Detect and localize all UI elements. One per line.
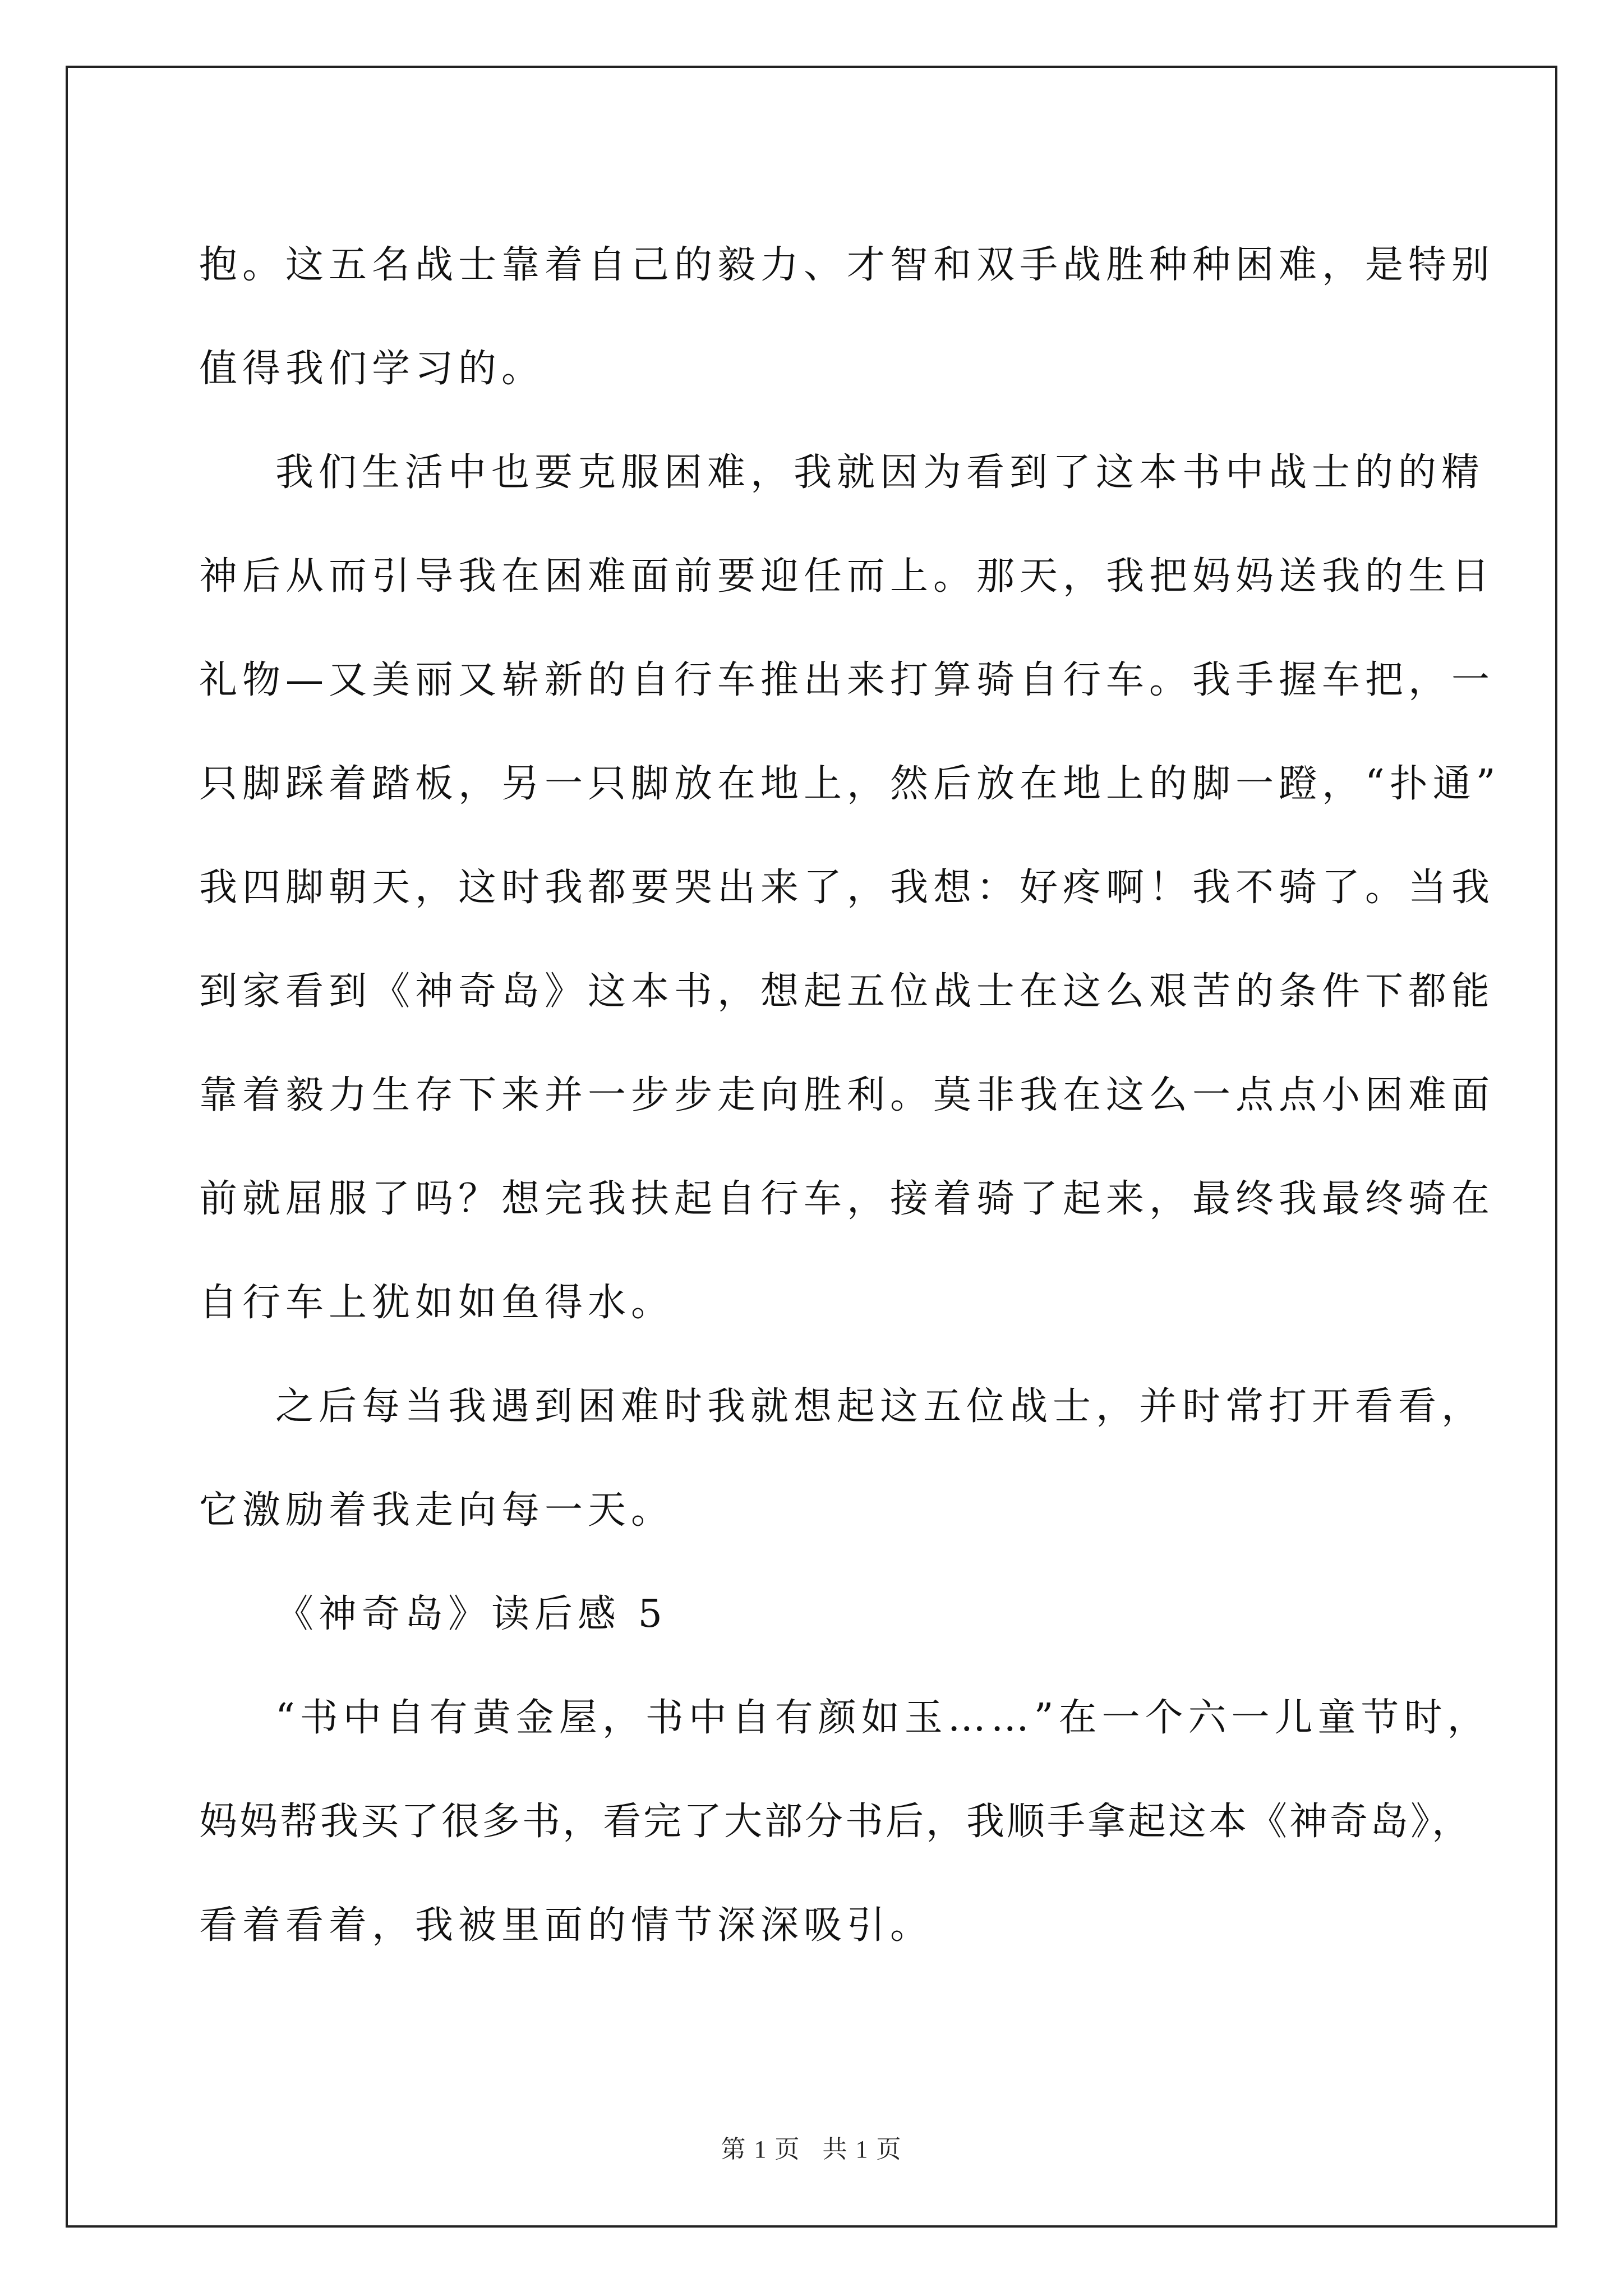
text-line: 抱。这五名战士靠着自己的毅力、才智和双手战胜种种困难，是特别: [199, 243, 1495, 287]
paragraph-start-line: “书中自有黄金屋，书中自有颜如玉……”在一个六一儿童节时，: [275, 1696, 1491, 1740]
text-line: 我四脚朝天，这时我都要哭出来了，我想：好疼啊！我不骑了。当我: [199, 866, 1495, 910]
paragraph-start-line: 之后每当我遇到困难时我就想起这五位战士，并时常打开看看，: [275, 1384, 1485, 1429]
text-line: 神后从而引导我在困难面前要迎任而上。那天，我把妈妈送我的生日: [199, 554, 1495, 599]
text-line: 妈妈帮我买了很多书，看完了大部分书后，我顺手拿起这本《神奇岛》，: [199, 1800, 1473, 1844]
text-line: 它激励着我走向每一天。: [199, 1488, 675, 1533]
text-line: 前就屈服了吗？想完我扶起自行车，接着骑了起来，最终我最终骑在: [199, 1177, 1495, 1221]
section-heading: 《神奇岛》读后感 5: [275, 1592, 667, 1636]
text-line: 靠着毅力生存下来并一步步走向胜利。莫非我在这么一点点小困难面: [199, 1073, 1495, 1117]
page-footer: [0, 2129, 1623, 2165]
paragraph-start-line: 我们生活中也要克服困难，我就因为看到了这本书中战士的的精: [275, 450, 1485, 495]
text-line: 到家看到《神奇岛》这本书，想起五位战士在这么艰苦的条件下都能: [199, 969, 1495, 1014]
document-body: [199, 213, 1501, 1977]
page-number: 第 1 页 共 1 页: [721, 2136, 902, 2163]
text-line: 只脚踩着踏板，另一只脚放在地上，然后放在地上的脚一蹬，“扑通”: [199, 762, 1501, 806]
text-line: 值得我们学习的。: [199, 347, 545, 391]
text-line: 自行车上犹如如鱼得水。: [199, 1281, 675, 1325]
text-line: 看着看着，我被里面的情节深深吸引。: [199, 1903, 934, 1948]
text-line: 礼物—又美丽又崭新的自行车推出来打算骑自行车。我手握车把，一: [199, 658, 1495, 702]
